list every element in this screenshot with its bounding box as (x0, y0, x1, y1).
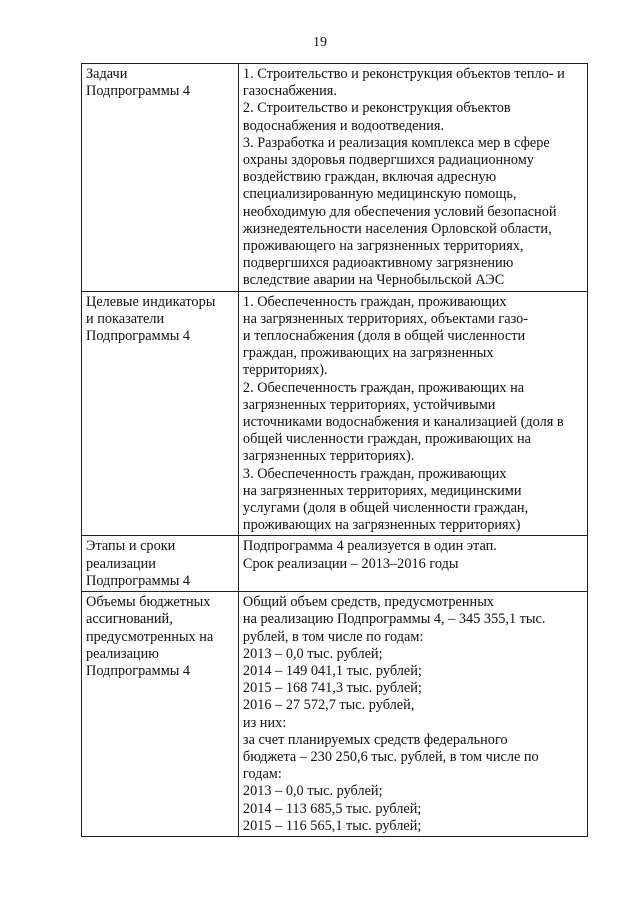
label-line: Подпрограммы 4 (86, 662, 191, 679)
passport-table (81, 63, 588, 837)
label-line: Задачи (86, 66, 128, 82)
passport-table-body (82, 64, 588, 837)
content-line: бюджета – 230 250,6 тыс. рублей, в том числе по (242, 748, 539, 765)
content-line: 2016 – 27 572,7 тыс. рублей, (242, 697, 415, 714)
row-content-cell (238, 291, 587, 536)
content-line: 2015 – 168 741,3 тыс. рублей; (242, 680, 422, 697)
table-row (82, 592, 588, 837)
label-line: Подпрограммы 4 (86, 572, 191, 589)
content-line: охраны здоровья подвергшихся радиационному (242, 152, 534, 169)
label-line: и показатели (86, 310, 165, 327)
page-number: 19 (313, 35, 327, 50)
content-line: 3. Разработка и реализация комплекса мер в сфере (242, 134, 550, 151)
row-content-cell (238, 536, 587, 592)
label-line: Целевые индикаторы (86, 293, 216, 310)
content-line: 1. Строительство и реконструкция объектов тепло- и (242, 66, 565, 82)
content-line: 2013 – 0,0 тыс. рублей; (242, 645, 383, 662)
content-line: за счет планируемых средств федерального (242, 731, 508, 748)
content-line: 1. Обеспеченность граждан, проживающих (242, 293, 507, 310)
content-line: общей численности граждан, проживающих на (242, 431, 531, 448)
content-line: загрязненных территориях, устойчивыми (242, 396, 496, 413)
label-line: Подпрограммы 4 (86, 83, 191, 100)
content-line: из них: (242, 714, 287, 731)
label-line: реализацию (86, 645, 159, 662)
content-line: и теплоснабжения (доля в общей численности (242, 328, 526, 345)
content-line: газоснабжения. (242, 83, 337, 100)
content-line: 2013 – 0,0 тыс. рублей; (242, 783, 383, 800)
row-label-cell (82, 536, 239, 592)
content-line: 3. Обеспеченность граждан, проживающих (242, 465, 507, 482)
content-line: 2014 – 149 041,1 тыс. рублей; (242, 662, 422, 679)
table-row (82, 291, 588, 536)
content-line: подвергшихся радиоактивному загрязнению (242, 255, 514, 272)
content-line: загрязненных территориях). (242, 448, 415, 465)
content-line: на реализацию Подпрограммы 4, – 345 355,1 тыс. (242, 611, 546, 628)
row-label-cell (82, 592, 239, 837)
label-line: Подпрограммы 4 (86, 328, 191, 345)
content-line: необходимую для обеспечения условий безопасной (242, 203, 557, 220)
content-line: источниками водоснабжения и канализацией (доля в (242, 414, 564, 431)
content-line: рублей, в том числе по годам: (242, 628, 424, 645)
content-line: Срок реализации – 2013–2016 годы (242, 555, 459, 572)
row-content-cell (238, 592, 587, 837)
content-line: специализированную медицинскую помощь, (242, 186, 517, 203)
table-row (82, 64, 588, 292)
content-line: на загрязненных территориях, объектами газо- (242, 310, 529, 327)
content-line: на загрязненных территориях, медицинскими (242, 482, 522, 499)
content-line: территориях). (242, 362, 328, 379)
content-line: граждан, проживающих на загрязненных (242, 345, 494, 362)
content-line: 2. Обеспеченность граждан, проживающих на (242, 379, 525, 396)
content-line: 2. Строительство и реконструкция объектов (242, 100, 511, 117)
table-row (82, 536, 588, 592)
content-line: Общий объем средств, предусмотренных (242, 594, 494, 611)
content-line: 2014 – 113 685,5 тыс. рублей; (242, 800, 422, 817)
content-line: проживающего на загрязненных территориях, (242, 238, 524, 255)
content-line: вследствие аварии на Чернобыльской АЭС (242, 272, 505, 289)
label-line: предусмотренных на (86, 628, 214, 645)
content-line: водоснабжения и водоотведения. (242, 117, 444, 134)
content-line: проживающих на загрязненных территориях) (242, 517, 521, 534)
content-line: 2015 – 116 565,1 тыс. рублей; (242, 817, 422, 834)
content-line: годам: (242, 766, 282, 783)
row-label-cell (82, 291, 239, 536)
content-line: жизнедеятельности населения Орловской области, (242, 220, 552, 237)
content-line: Подпрограмма 4 реализуется в один этап. (242, 538, 497, 555)
row-label-cell (82, 64, 239, 292)
label-line: Этапы и сроки (86, 538, 176, 555)
row-content-cell (238, 64, 587, 292)
content-line: услугами (доля в общей численности граждан, (242, 500, 529, 517)
label-line: ассигнований, (86, 611, 173, 628)
label-line: реализации (86, 555, 156, 572)
content-line: воздействию граждан, включая адресную (242, 169, 497, 186)
label-line: Объемы бюджетных (86, 594, 211, 611)
